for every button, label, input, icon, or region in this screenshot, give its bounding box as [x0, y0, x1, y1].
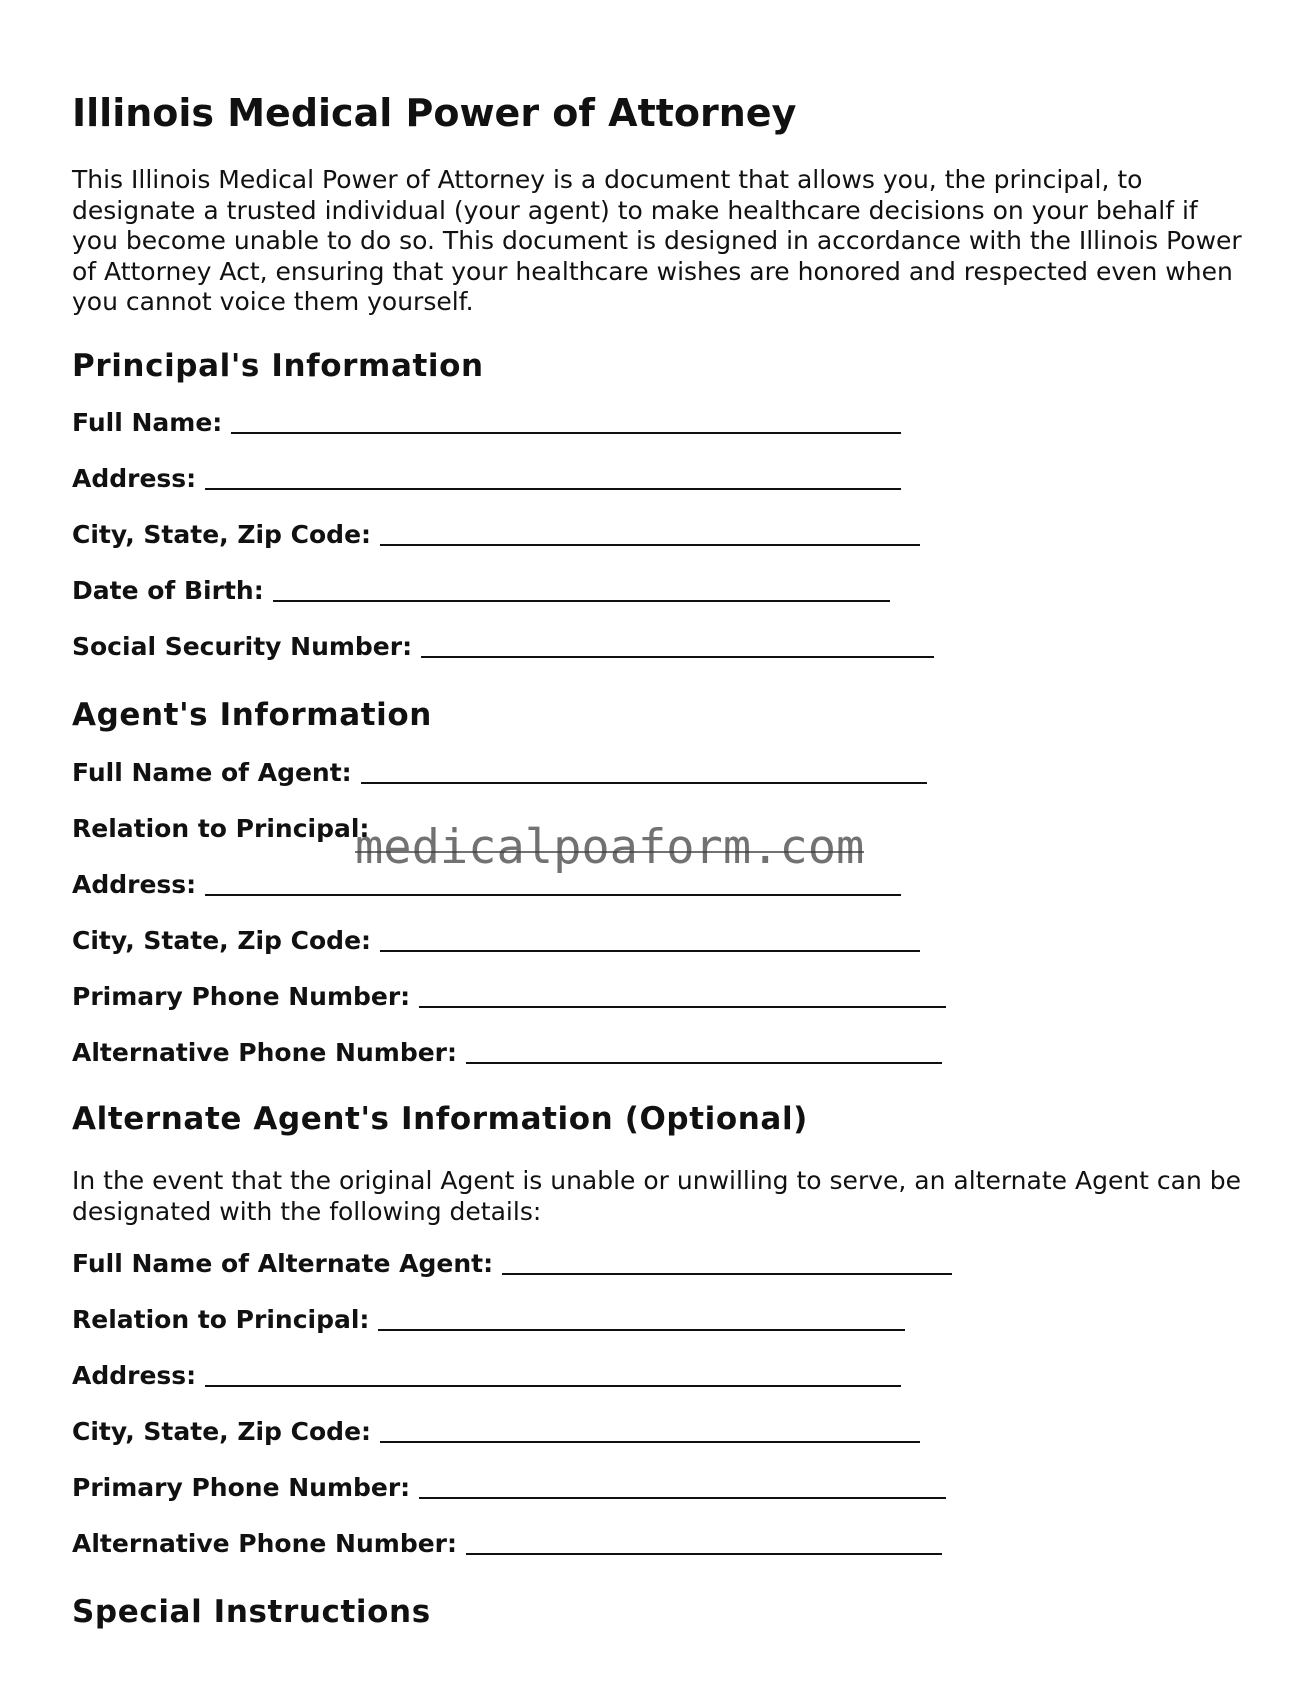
principal-city-state-zip-field[interactable]	[72, 516, 920, 552]
alternate-agent-section-heading: Alternate Agent's Information (Optional)	[72, 1101, 808, 1137]
field-label: Address:	[72, 464, 197, 493]
field-label: City, State, Zip Code:	[72, 520, 372, 549]
field-label: Primary Phone Number:	[72, 1473, 411, 1502]
fill-in-line[interactable]	[273, 574, 890, 602]
intro-paragraph: This Illinois Medical Power of Attorney is a document that allows you, the principal, to designate a trusted individual (your agent) to make healthcare decisions on your behalf if you become unable to do so. This document is designed in accordance with the Illinois Power of Attorney Act, ensuring that your healthcare wishes are honored and respected even when you cannot voice them yourself.	[72, 165, 1242, 316]
fill-in-line[interactable]	[380, 518, 920, 546]
agent-address-field[interactable]	[72, 866, 901, 902]
agent-relation-field[interactable]	[72, 810, 369, 846]
agent-full-name-field[interactable]	[72, 754, 927, 790]
fill-in-line[interactable]	[421, 630, 934, 658]
field-label: Primary Phone Number:	[72, 982, 411, 1011]
agent-primary-phone-field[interactable]	[72, 978, 946, 1014]
fill-in-line[interactable]	[380, 924, 920, 952]
agent-alt-phone-field[interactable]	[72, 1034, 942, 1070]
fill-in-line[interactable]	[466, 1036, 942, 1064]
alternate-agent-intro: In the event that the original Agent is unable or unwilling to serve, an alternate Agent can be designated with the following details:	[72, 1166, 1242, 1226]
field-label: Alternative Phone Number:	[72, 1529, 457, 1558]
document-title: Illinois Medical Power of Attorney	[72, 91, 797, 135]
special-instructions-heading: Special Instructions	[72, 1594, 431, 1630]
fill-in-line[interactable]	[378, 1303, 905, 1331]
field-label: City, State, Zip Code:	[72, 926, 372, 955]
field-label: Address:	[72, 870, 197, 899]
alternate-agent-primary-phone-field[interactable]	[72, 1469, 946, 1505]
principal-full-name-field[interactable]	[72, 404, 901, 440]
watermark-text: medicalpoaform.com	[355, 820, 865, 875]
fill-in-line[interactable]	[419, 1471, 946, 1499]
principal-ssn-field[interactable]	[72, 628, 934, 664]
fill-in-line[interactable]	[502, 1247, 952, 1275]
alternate-agent-relation-field[interactable]	[72, 1301, 905, 1337]
principal-dob-field[interactable]	[72, 572, 890, 608]
field-label: Social Security Number:	[72, 632, 413, 661]
field-label: Full Name of Agent:	[72, 758, 352, 787]
alternate-agent-address-field[interactable]	[72, 1357, 901, 1393]
principal-address-field[interactable]	[72, 460, 901, 496]
fill-in-line[interactable]	[361, 756, 927, 784]
agent-section-heading: Agent's Information	[72, 697, 432, 733]
fill-in-line[interactable]	[380, 1415, 920, 1443]
fill-in-line[interactable]	[419, 980, 946, 1008]
watermark-strike-line	[355, 851, 864, 853]
alternate-agent-city-state-zip-field[interactable]	[72, 1413, 920, 1449]
principal-section-heading: Principal's Information	[72, 348, 484, 384]
field-label: Full Name of Alternate Agent:	[72, 1249, 494, 1278]
alternate-agent-alt-phone-field[interactable]	[72, 1525, 942, 1561]
fill-in-line[interactable]	[231, 406, 901, 434]
fill-in-line[interactable]	[466, 1527, 942, 1555]
fill-in-line[interactable]	[205, 868, 901, 896]
field-label: Relation to Principal:	[72, 814, 370, 843]
field-label: Relation to Principal:	[72, 1305, 370, 1334]
alternate-agent-full-name-field[interactable]	[72, 1245, 952, 1281]
fill-in-line[interactable]	[205, 462, 901, 490]
field-label: City, State, Zip Code:	[72, 1417, 372, 1446]
fill-in-line[interactable]	[205, 1359, 901, 1387]
field-label: Date of Birth:	[72, 576, 264, 605]
field-label: Full Name:	[72, 408, 223, 437]
field-label: Address:	[72, 1361, 197, 1390]
agent-city-state-zip-field[interactable]	[72, 922, 920, 958]
field-label: Alternative Phone Number:	[72, 1038, 457, 1067]
